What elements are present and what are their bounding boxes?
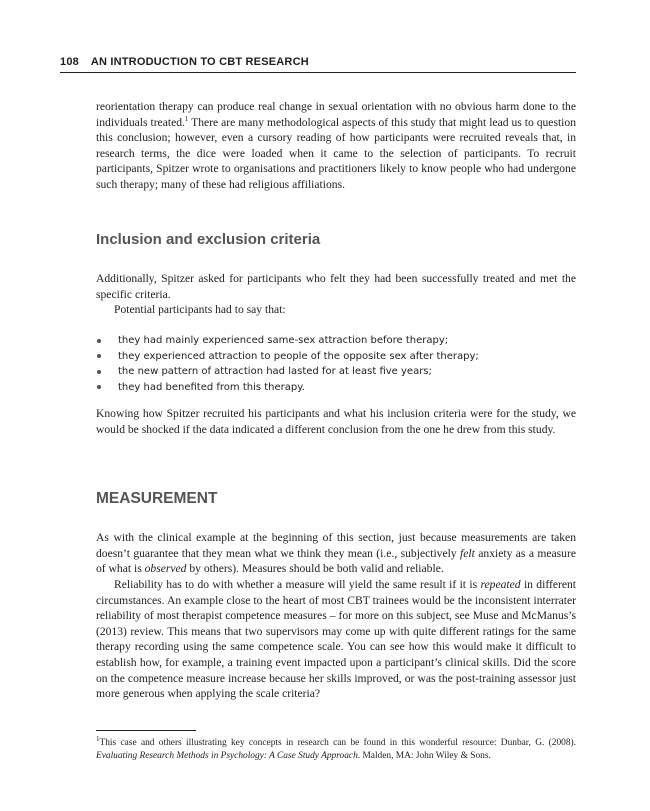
running-head: [60, 56, 576, 68]
bullet-icon: [97, 339, 101, 343]
measurement-paragraph-1: As with the clinical example at the beginning of this section, just because measurements are taken doesn’t guarantee that they mean what we think they mean (i.e., subjectively felt anxiety as a measure of what is observed by others). Measures should be both valid and reliable.: [96, 531, 576, 576]
footnote-book-title: Evaluating Research Methods in Psychology: A Case Study Approach: [96, 751, 358, 761]
header-rule: [60, 72, 576, 73]
list-item: they had benefited from this therapy.: [96, 380, 576, 396]
measurement-paragraph-2: Reliability has to do with whether a measure will yield the same result if it is repeated in different circumstances. An example close to the heart of most CBT trainees would be the inconsistent interrater reliability of most therapist competence measures – for more on this subject, see Muse and McManus’s (2013) review. This means that two supervisors may come up with quite different ratings for the same therapy recording using the same competence scale. You can see how this would make it difficult to establish how, for example, a training event impacted upon a participant’s clinical skills. Did the score on the competence measure increase because her skills improved, or was the post-training assessor just more generous when applying the scale criteria?: [96, 578, 576, 701]
inclusion-paragraph-1: Additionally, Spitzer asked for participants who felt they had been successfully treated and met the specific criteria.: [96, 272, 576, 301]
inclusion-heading: Inclusion and exclusion criteria: [96, 231, 321, 248]
page-number: 108: [60, 56, 79, 68]
list-item: the new pattern of attraction had lasted for at least five years;: [96, 364, 576, 380]
bullet-icon: [97, 385, 101, 389]
footnote: $^1$This case and others illustrating key concepts in research can be found in this wonderful resource: Dunbar, G. (2008). Evaluating Research Methods in Psychology: A Case Study Approach. Malden, MA: John Wiley & Sons.: [96, 734, 576, 761]
bullet-icon: [97, 370, 101, 374]
running-title: AN INTRODUCTION TO CBT RESEARCH: [90, 56, 309, 68]
measurement-heading: MEASUREMENT: [96, 490, 218, 507]
list-item: they had mainly experienced same-sex attraction before therapy;: [96, 333, 576, 349]
footnote-rule: [96, 730, 196, 731]
criteria-list: [96, 333, 576, 395]
footnote-marker: 1: [96, 734, 100, 743]
list-item: they experienced attraction to people of the opposite sex after therapy;: [96, 349, 576, 365]
inclusion-paragraph-3: Knowing how Spitzer recruited his participants and what his inclusion criteria were for the study, we would be shocked if the data indicated a different conclusion from the one he drew from this study.: [96, 407, 576, 436]
intro-paragraph: reorientation therapy can produce real change in sexual orientation with no obvious harm done to the individuals treated.$^1$ There are many methodological aspects of this study that might lead us to question this conclusion; however, even a cursory reading of how participants were recruited reveals that, in research terms, the dice were loaded when it came to the selection of participants. To recruit participants, Spitzer wrote to organisations and practitioners likely to know people who had undergone such therapy; many of these had religious affiliations.: [96, 100, 576, 191]
bullet-icon: [97, 354, 101, 358]
footnote-ref[interactable]: 1: [184, 114, 189, 123]
inclusion-paragraph-2: Potential participants had to say that:: [114, 303, 286, 316]
